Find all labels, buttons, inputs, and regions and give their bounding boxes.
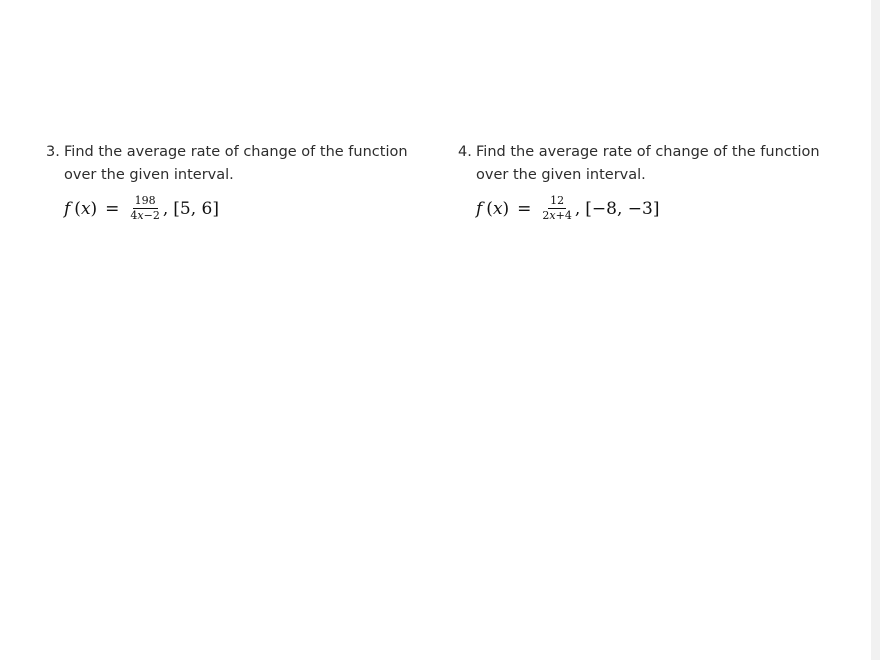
- function-formula: [64, 195, 416, 222]
- problem-prompt: [458, 141, 828, 187]
- fraction-denominator: [128, 209, 161, 222]
- problem-number: 4.: [458, 144, 472, 160]
- fraction-denominator: [540, 209, 573, 222]
- denominator-constant: −2: [143, 209, 160, 222]
- right-paren: ): [502, 198, 510, 219]
- denominator-coefficient: 2: [542, 209, 550, 222]
- function-name: f: [64, 198, 71, 219]
- problem-4: [458, 141, 828, 222]
- denominator-variable: x: [549, 209, 556, 222]
- function-variable: x: [80, 198, 91, 219]
- denominator-coefficient: 4: [130, 209, 138, 222]
- problem-text-line-1: Find the average rate of change of the function: [476, 144, 820, 160]
- function-name: f: [476, 198, 483, 219]
- left-paren: (: [74, 198, 81, 219]
- fraction: [128, 195, 161, 222]
- equals-sign: =: [105, 198, 120, 219]
- problem-text-line-2: over the given interval.: [476, 167, 646, 183]
- scrollbar-track[interactable]: [871, 0, 880, 660]
- fraction-numerator: 12: [550, 194, 565, 207]
- problem-text: [476, 141, 828, 187]
- left-paren: (: [486, 198, 493, 219]
- right-paren: ): [90, 198, 98, 219]
- denominator-constant: +4: [555, 209, 572, 222]
- problem-text: [64, 141, 416, 187]
- function-variable: x: [492, 198, 503, 219]
- equals-sign: =: [517, 198, 532, 219]
- formula-comma: ,: [574, 198, 581, 219]
- interval: [−8, −3]: [585, 198, 660, 219]
- problem-3: [46, 141, 416, 222]
- problem-text-line-1: Find the average rate of change of the function: [64, 144, 408, 160]
- interval: [5, 6]: [173, 198, 219, 219]
- problem-text-line-2: over the given interval.: [64, 167, 234, 183]
- problem-number: 3.: [46, 144, 60, 160]
- fraction-numerator: 198: [134, 194, 156, 207]
- problem-prompt: [46, 141, 416, 187]
- fraction: [540, 195, 573, 222]
- denominator-variable: x: [137, 209, 144, 222]
- formula-comma: ,: [162, 198, 169, 219]
- function-formula: [476, 195, 828, 222]
